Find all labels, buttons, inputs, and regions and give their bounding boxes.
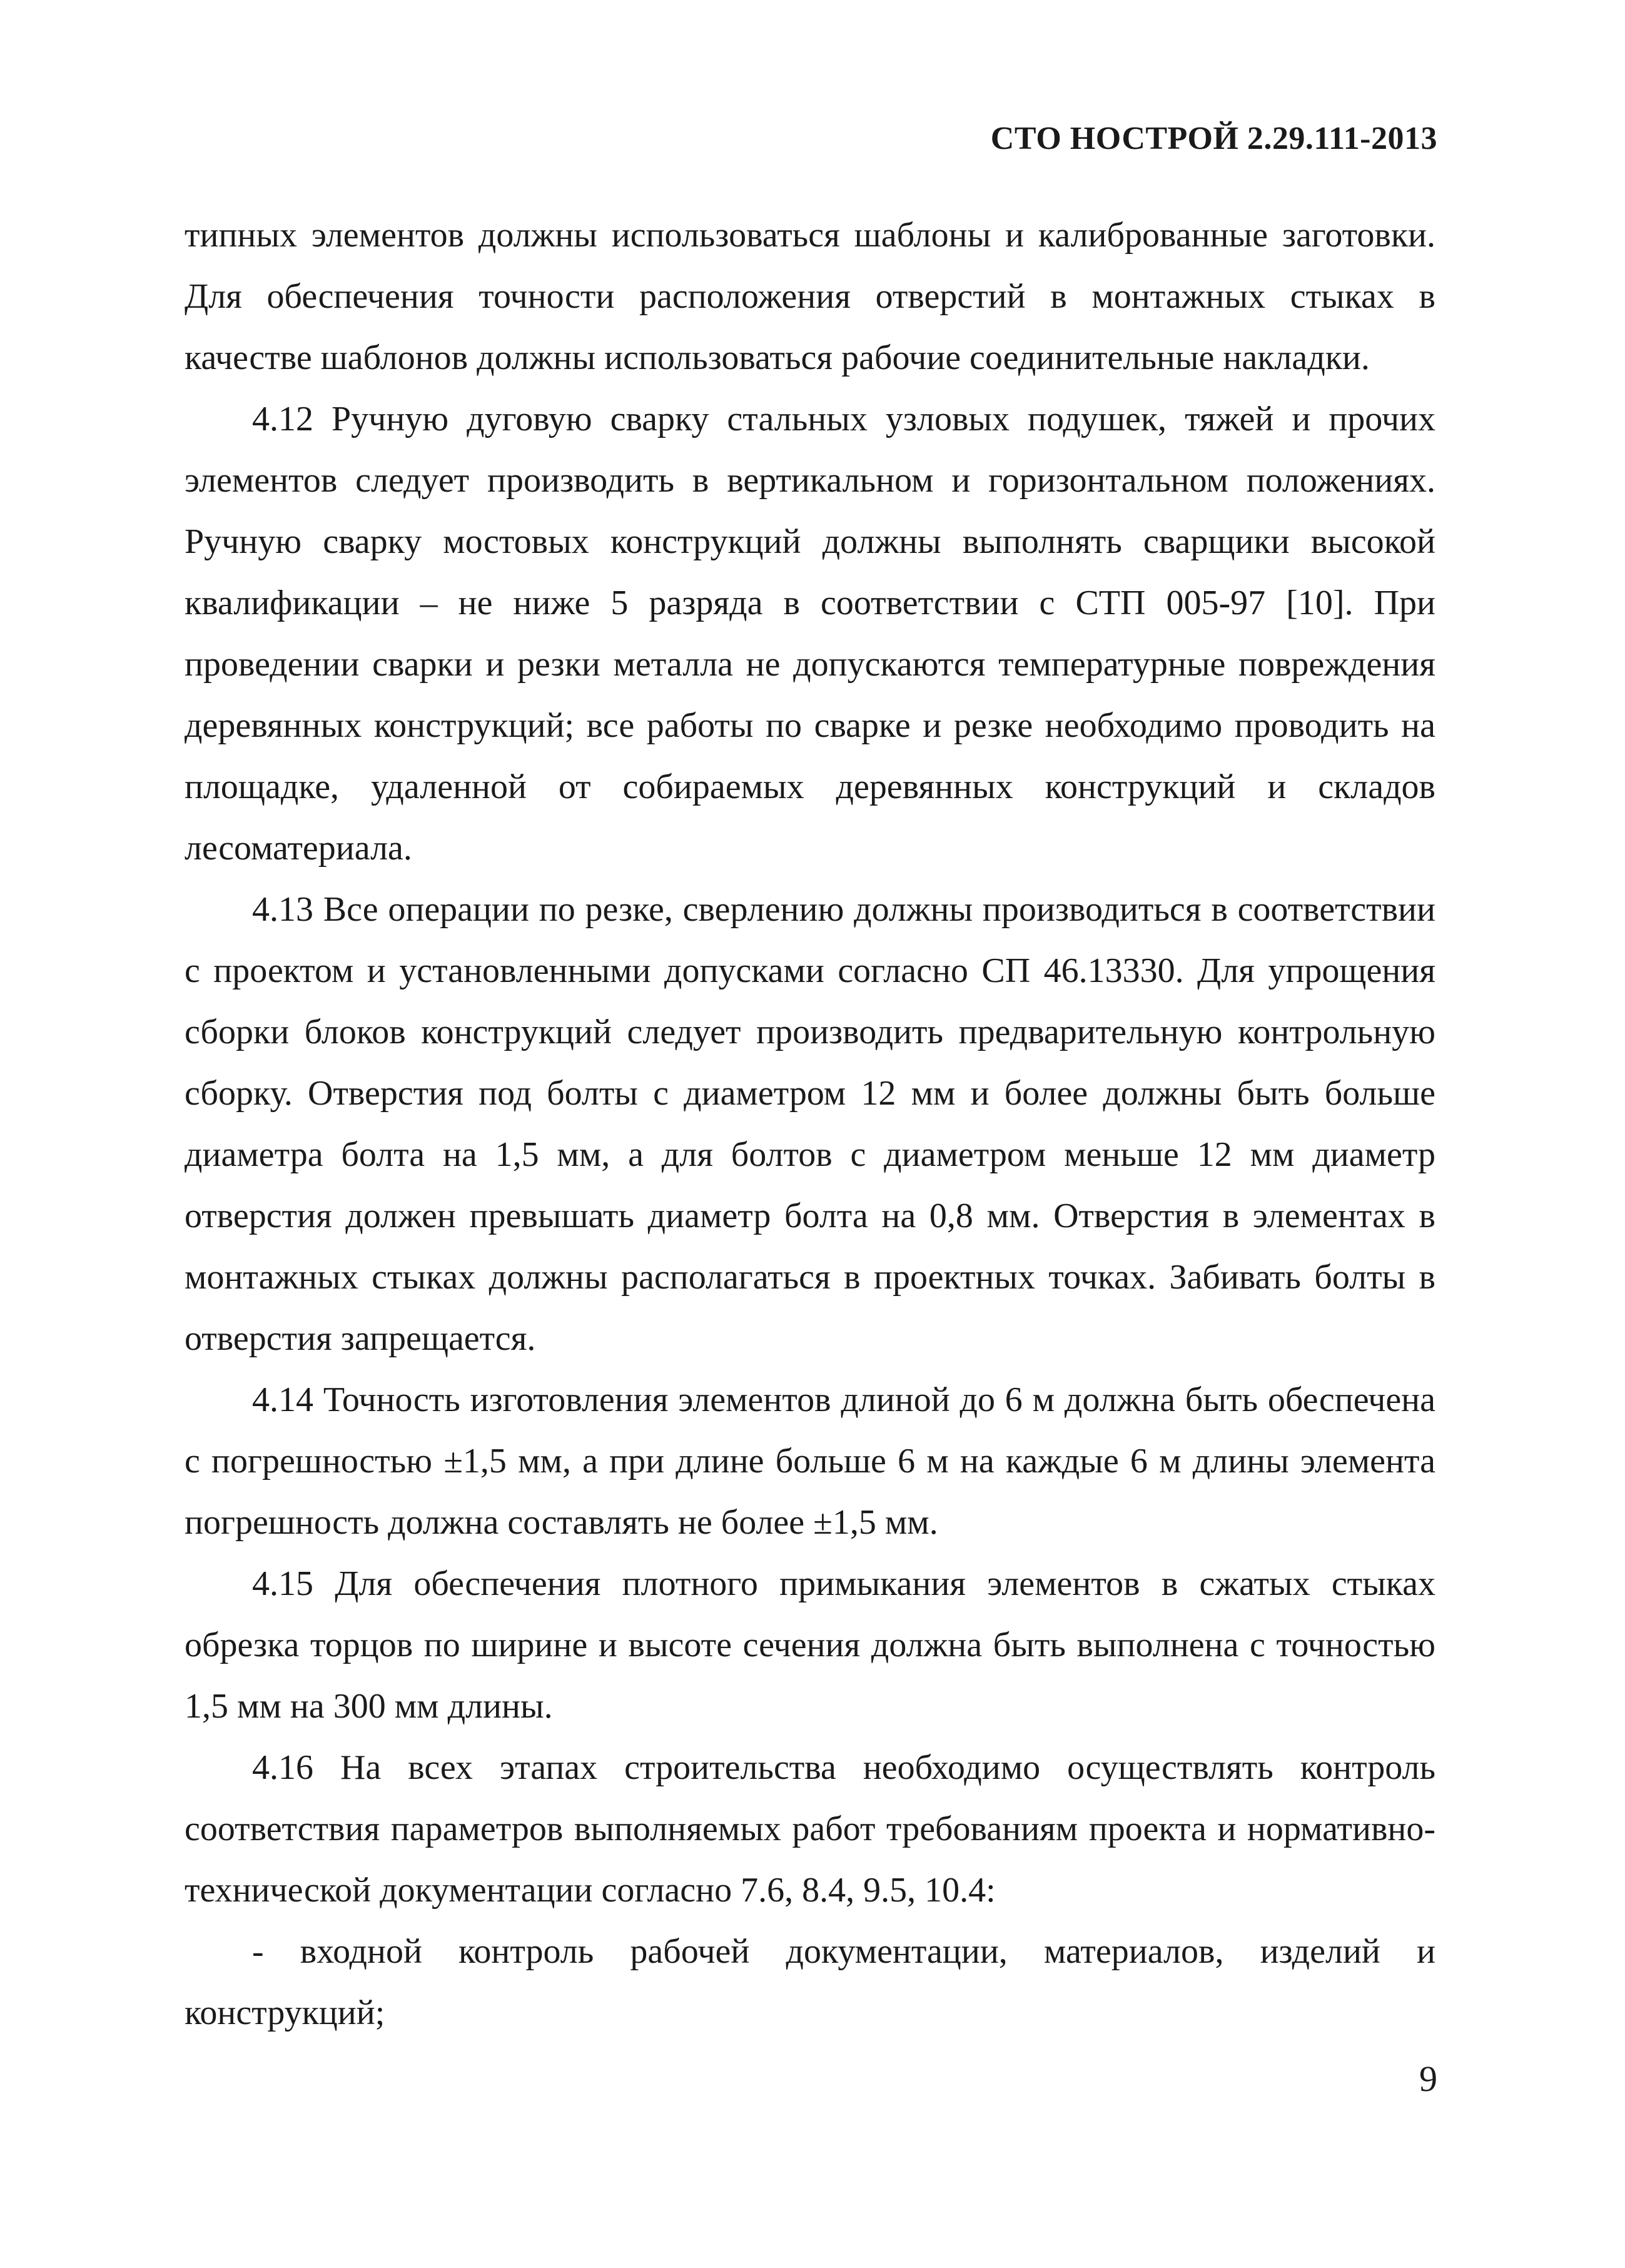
list-item-input-control: - входной контроль рабочей документации, материалов, изделий и конструкций; — [185, 1932, 1435, 2032]
paragraph-continuation: типных элементов должны использоваться шаблоны и калиброванные заготовки. Для обеспечения точности расположения отверстий в монтажных стыках в качестве шаблонов должны использоваться рабочие соединительные накладки. — [185, 216, 1435, 377]
paragraph-4-16: 4.16 На всех этапах строительства необходимо осуществлять контроль соответствия параметров выполняемых работ требованиям проекта и нормативно-технической документации согласно 7.6, 8.4, 9.5, 10.4: — [185, 1748, 1435, 1910]
page-number: 9 — [1419, 2058, 1437, 2099]
document-body — [185, 205, 1435, 2043]
paragraph-4-13: 4.13 Все операции по резке, сверлению должны производиться в соответствии с проектом и установленными допусками согласно СП 46.13330. Для упрощения сборки блоков конструкций следует производить предварительную контрольную сборку. Отверстия под болты с диаметром 12 мм и более должны быть больше диаметра болта на 1,5 мм, а для болтов с диаметром меньше 12 мм диаметр отверстия должен превышать диаметр болта на 0,8 мм. Отверстия в элементах в монтажных стыках должны располагаться в проектных точках. Забивать болты в отверстия запрещается. — [185, 890, 1435, 1358]
paragraph-4-15: 4.15 Для обеспечения плотного примыкания элементов в сжатых стыках обрезка торцов по ширине и высоте сечения должна быть выполнена с точностью 1,5 мм на 300 мм длины. — [185, 1564, 1435, 1726]
document-code-header: СТО НОСТРОЙ 2.29.111-2013 — [990, 121, 1437, 156]
paragraph-4-12: 4.12 Ручную дуговую сварку стальных узловых подушек, тяжей и прочих элементов следует производить в вертикальном и горизонтальном положениях. Ручную сварку мостовых конструкций должны выполнять сварщики высокой квалификации – не ниже 5 разряда в соответствии с СТП 005-97 [10]. При проведении сварки и резки металла не допускаются температурные повреждения деревянных конструкций; все работы по сварке и резке необходимо проводить на площадке, удаленной от собираемых деревянных конструкций и складов лесоматериала. — [185, 400, 1435, 868]
paragraph-4-14: 4.14 Точность изготовления элементов длиной до 6 м должна быть обеспечена с погрешностью ±1,5 мм, а при длине больше 6 м на каждые 6 м длины элемента погрешность должна составлять не более ±1,5 мм. — [185, 1380, 1435, 1542]
